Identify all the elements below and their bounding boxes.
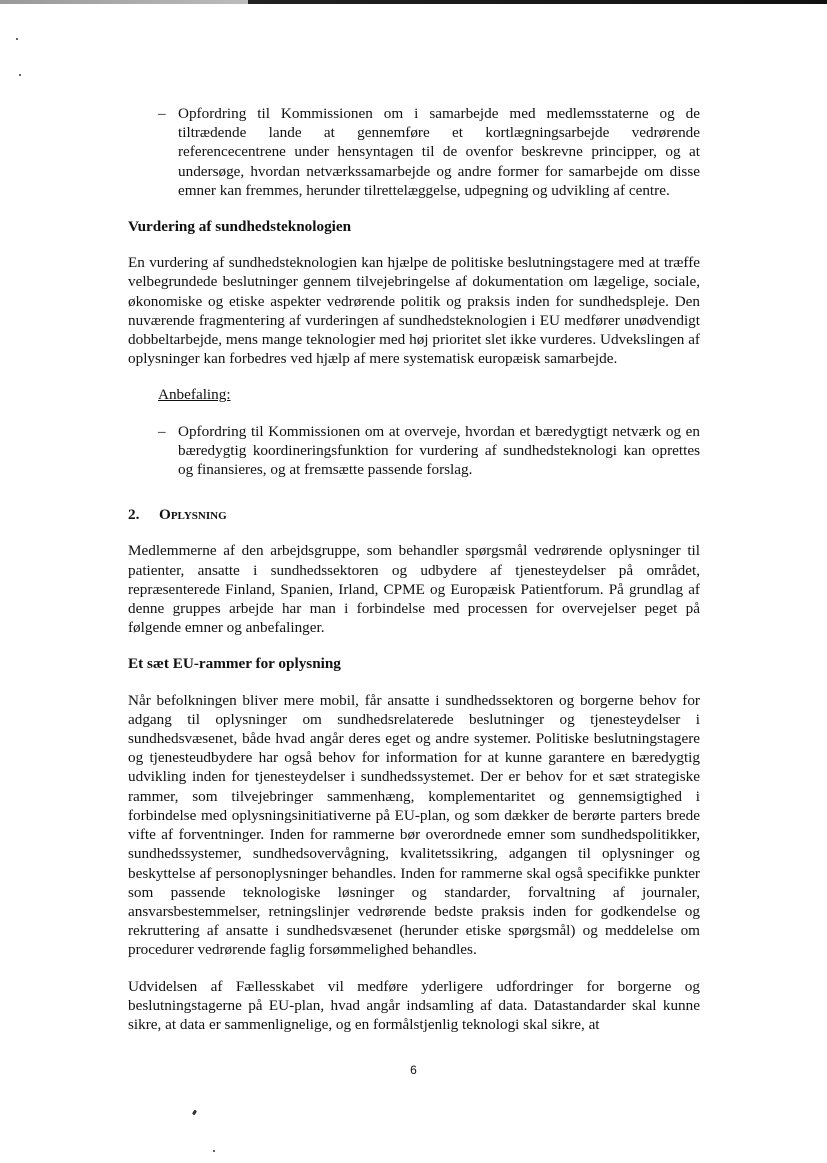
framework-paragraph-2: Udvidelsen af Fællesskabet vil medføre yderligere udfordringer for borgerne og beslutningstagerne på EU-plan, hvad angår indsamling af data. Datastandarder skal kunne sikre, at data er sammenlignelige, og en formålstjenlig teknologi skal sikre, at [128, 977, 700, 1033]
scan-speck [192, 1110, 197, 1116]
section-title: Oplysning [159, 506, 227, 524]
hta-heading: Vurdering af sundhedsteknologien [128, 218, 352, 236]
section-heading [128, 505, 700, 524]
section-number: 2. [128, 506, 140, 524]
section-paragraph: Medlemmerne af den arbejdsgruppe, som behandler spørgsmål vedrørende oplysninger til patienter, ansatte i sundhedssektoren og udbydere af tjenesteydelser på området, repræsenterede Finland, Spanien, Irland, CPME og Europæisk Patientforum. På grundlag af denne gruppes arbejde har man i forbindelse med processen for overvejelser peget på følgende emner og anbefalinger. [128, 542, 700, 637]
bullet-dash: – [158, 105, 166, 122]
bullet-text: Opfordring til Kommissionen om at overveje, hvordan et bæredygtigt netværk og en bæredygtig koordineringsfunktion for vurdering af sundhedsteknologi kan oprettes og finansieres, og at fremsætte passende forslag. [178, 422, 700, 479]
document-page [128, 104, 700, 1034]
scan-speck [19, 74, 21, 76]
bullet-item [128, 422, 700, 480]
scan-speck [213, 1150, 215, 1152]
hta-paragraph: En vurdering af sundhedsteknologien kan hjælpe de politiske beslutningstagere med at træffe velbegrundede beslutninger gennem tilvejebringelse af dokumentation om lægelige, sociale, økonomiske og etiske aspekter vedrørende politik og praksis inden for sundhedspleje. Den nuværende fragmentering af vurderingen af sundhedsteknologien i EU medfører unødvendigt dobbeltarbejde, mens mange teknologier med høj prioritet slet ikke vurderes. Udvekslingen af oplysninger kan forbedres ved hjælp af mere systematisk europæisk samarbejde. [128, 254, 700, 368]
page-number: 6 [410, 1063, 417, 1077]
recommendation-label: Anbefaling: [158, 386, 231, 404]
scan-top-edge [0, 0, 827, 4]
bullet-text: Opfordring til Kommissionen om i samarbejde med medlemsstaterne og de tiltrædende lande at gennemføre et kortlægningsarbejde vedrørende referencecentrene under hensyntagen til de ovenfor beskrevne principper, og at undersøge, hvordan netværkssamarbejde og andre former for samarbejde om disse emner kan fremmes, herunder tilrettelæggelse, udpegning og udvikling af centre. [178, 105, 700, 199]
bullet-dash: – [158, 422, 166, 440]
bullet-item [128, 104, 700, 200]
scan-speck [16, 38, 18, 40]
framework-paragraph-1: Når befolkningen bliver mere mobil, får ansatte i sundhedssektoren og borgerne behov for adgang til oplysninger om sundhedsrelaterede beslutninger og tjenesteydelser i sundhedsvæsenet, både hvad angår deres eget og andre systemer. Politiske beslutningstagere og tjenesteudbydere har også behov for information for at kunne garantere en bæredygtig udvikling inden for tjenesteydelser i sundhedssystemet. Der er behov for et sæt strategiske rammer, som tilvejebringer sammenhæng, komplementaritet og gennemsigtighed i forbindelse med oplysningsinitiativerne på EU-plan, og som dækker de berørte parters brede vifte af forventninger. Inden for rammerne bør overordnede emner som sundhedspolitikker, sundhedssystemer, sundhedsovervågning, kvalitetssikring, adgangen til oplysninger og beskyttelse af personoplysninger behandles. Inden for rammerne skal også specifikke punkter som passende teknologiske løsninger og standarder, forvaltning af journaler, ansvarsbestemmelser, retningslinjer vedrørende bedste praksis inden for godkendelse og rekruttering af ansatte i sundhedsvæsenet (herunder etiske spørgsmål) og meddelelse om procedurer vedrørende faglig forsømmelighed behandles. [128, 691, 700, 959]
framework-heading: Et sæt EU-rammer for oplysning [128, 655, 341, 673]
